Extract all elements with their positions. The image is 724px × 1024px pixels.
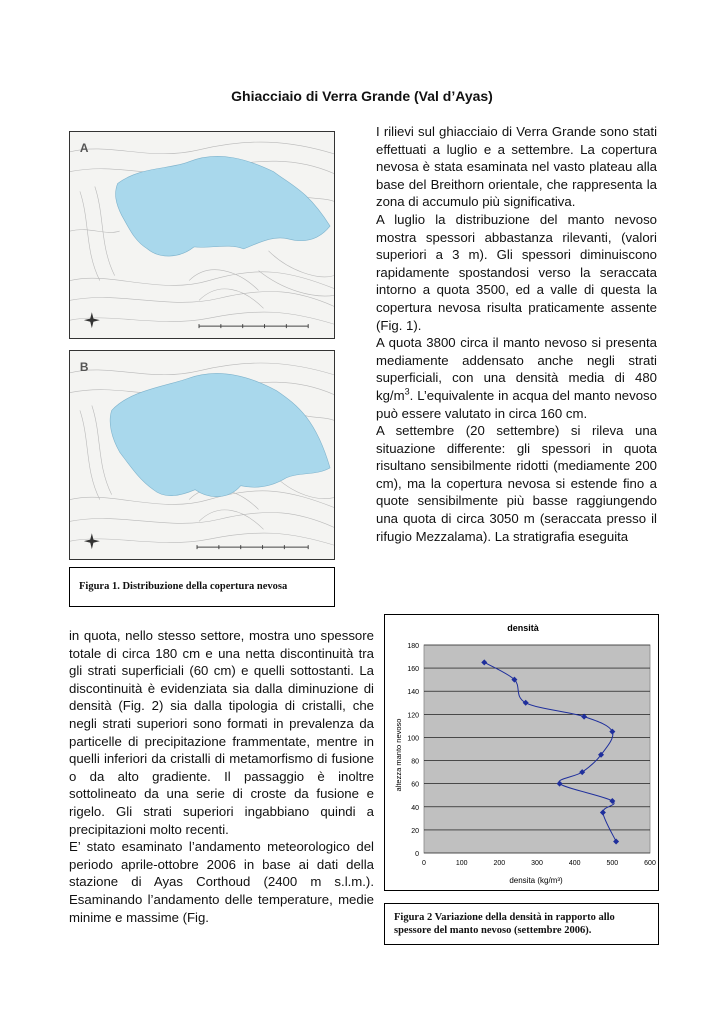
right-column (376, 123, 657, 545)
y-tick-label: 20 (411, 827, 419, 835)
x-tick-label: 600 (644, 860, 656, 867)
map-a (69, 131, 335, 339)
plot-area (424, 645, 650, 853)
chart-xlabel: densita (kg/m³) (509, 876, 563, 885)
y-tick-label: 120 (407, 712, 419, 720)
y-tick-label: 180 (407, 643, 419, 650)
page-title: Ghiacciaio di Verra Grande (Val d’Ayas) (231, 88, 493, 104)
paragraph: I rilievi sul ghiacciaio di Verra Grande sono stati effettuati a luglio e a settembre. La copertura nevosa è stata esaminata nel vasto plateau alla base del Breithorn orientale, che rappresenta la zona di accumulo più significativa. (376, 124, 657, 210)
y-tick-label: 40 (411, 804, 419, 812)
figure-1-caption (69, 567, 335, 607)
snow-area-a (116, 156, 330, 256)
x-tick-label: 100 (455, 860, 468, 867)
y-tick-label: 140 (407, 689, 419, 697)
x-tick-label: 200 (493, 860, 506, 867)
chart-ylabel: altezza manto nevoso (394, 718, 403, 792)
x-tick-label: 0 (422, 860, 426, 867)
paragraph: E’ stato esaminato l’andamento meteorologico del periodo aprile-ottobre 2006 in base ai dati della stazione di Ayas Corthoud (2400 m s.l.m.). Esaminando l’andamento delle temperature, medie minime e massime (Fig. (69, 839, 374, 925)
paragraph: A luglio la distribuzione del manto nevoso mostra spessori abbastanza rilevanti, (valori superiori a 3 m). Gli spessori diminuiscono rapidamente spostandosi verso la seraccata intorno a quota 3500, ed a valle di questa la copertura nevosa risulta praticamente assente (Fig. 1). (376, 211, 657, 333)
chart-title: densità (507, 623, 539, 633)
map-a-label: A (79, 140, 89, 155)
snow-area-b (110, 373, 330, 496)
map-b-label: B (79, 359, 89, 374)
y-tick-label: 0 (415, 851, 419, 858)
y-tick-label: 160 (407, 666, 419, 674)
figure-1-caption-text: Figura 1. Distribuzione della copertura nevosa (79, 581, 288, 593)
superscript: 3 (404, 386, 410, 397)
paragraph-text: A quota 3800 circa il manto nevoso si presenta mediamente addensato anche negli strati superficiali, con una densità media di 480 kg/m (376, 335, 657, 403)
x-tick-label: 300 (531, 860, 543, 867)
paragraph (376, 334, 657, 422)
map-b (69, 350, 335, 560)
north-arrow-icon-a (84, 312, 100, 328)
y-tick-label: 100 (407, 735, 419, 743)
north-arrow-icon-b (84, 533, 100, 549)
y-tick-label: 60 (411, 781, 419, 789)
density-chart (384, 614, 659, 891)
density-chart-svg (385, 615, 658, 890)
figure-2-caption (384, 903, 659, 945)
paragraph-text: . L’equivalente in acqua del manto nevoso può essere valutato in circa 160 cm. (376, 387, 657, 421)
left-column (69, 627, 374, 926)
figure-2-caption-text: Figura 2 Variazione della densità in rapporto allo spessore del manto nevoso (settembre 2006). (394, 911, 615, 936)
x-tick-label: 400 (568, 860, 581, 867)
paragraph: A settembre (20 settembre) si rileva una situazione differente: gli spessori in quota risultano sensibilmente ridotti (mediamente 200 cm), ma la copertura nevosa si estende fino a quote sensibilmente più basse raggiungendo una quota di circa 3050 m (seraccata presso il rifugio Mezzalama). La stratigrafia eseguita (376, 423, 657, 544)
paragraph: in quota, nello stesso settore, mostra uno spessore totale di circa 180 cm e una netta discontinuità tra gli strati superficiali (60 cm) e quelli sottostanti. La discontinuità è evidenziata sia dalla diminuzione di densità (Fig. 2) sia dalla tipologia di cristalli, che negli strati superiori sono formati in prevalenza da particelle di precipitazione frammentate, mentre in quelli inferiori da cristalli di metamorfismo di fusione o da alto gradiente. Il passaggio è inoltre sottolineato da una serie di croste da fusione e rigelo. Gli strati superiori ingabbiano quindi a precipitazioni molto recenti. (69, 628, 374, 837)
y-tick-label: 80 (411, 758, 419, 766)
x-tick-label: 500 (606, 860, 619, 867)
